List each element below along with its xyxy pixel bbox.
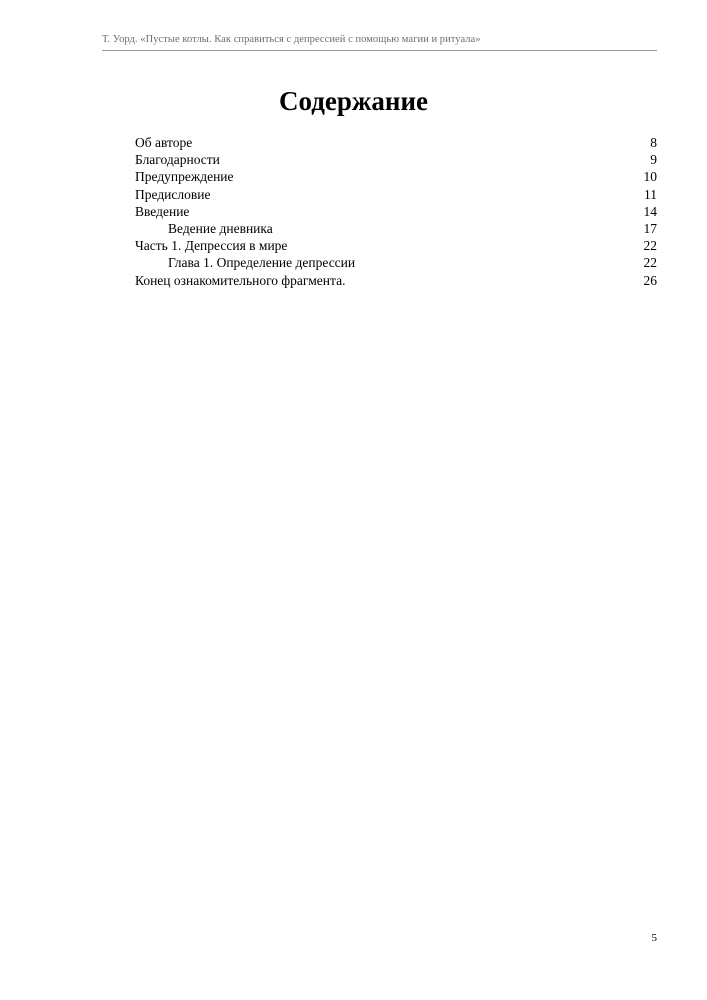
toc-entry-label[interactable]: Конец ознакомительного фрагмента. xyxy=(135,272,346,288)
toc-entry-label[interactable]: Об авторе xyxy=(135,135,193,150)
page-title: Содержание xyxy=(278,86,429,116)
toc-entry-predislovie[interactable] xyxy=(135,186,657,203)
toc-entry-ob-avtore[interactable] xyxy=(135,134,657,151)
toc-entry-page-number: 22 xyxy=(643,255,657,271)
toc-entry-glava-1[interactable] xyxy=(135,254,657,271)
toc-entry-page-number: 11 xyxy=(644,186,657,202)
toc-entry-page-number: 9 xyxy=(650,152,657,168)
toc-entry-preduprezhdenie[interactable] xyxy=(135,168,657,185)
toc-entry-vedenie-dnevnika[interactable] xyxy=(135,220,657,237)
toc-entry-label[interactable]: Введение xyxy=(135,203,190,219)
toc-entry-blagodarnosti[interactable] xyxy=(135,151,657,168)
header-divider xyxy=(102,50,657,51)
page-number: 5 xyxy=(651,932,657,944)
running-header: Т. Уорд. «Пустые котлы. Как справиться с депрессией с помощью магии и ритуала» xyxy=(102,34,481,45)
toc-entry-chast-1[interactable] xyxy=(135,237,657,254)
table-of-contents xyxy=(135,134,657,289)
toc-entry-label[interactable]: Часть 1. Депрессия в мире xyxy=(135,238,288,254)
toc-entry-label[interactable]: Глава 1. Определение депрессии xyxy=(168,255,356,271)
toc-entry-label[interactable]: Ведение дневника xyxy=(168,220,273,236)
toc-entry-page-number: 14 xyxy=(643,203,657,219)
toc-entry-label[interactable]: Предисловие xyxy=(135,186,211,202)
toc-entry-page-number: 8 xyxy=(650,135,657,150)
toc-entry-label[interactable]: Благодарности xyxy=(135,152,220,168)
toc-entry-konec-fragmenta[interactable] xyxy=(135,272,657,289)
toc-entry-page-number: 22 xyxy=(643,238,657,254)
toc-entry-page-number: 17 xyxy=(643,220,657,236)
toc-entry-label[interactable]: Предупреждение xyxy=(135,169,234,185)
toc-entry-page-number: 26 xyxy=(643,272,657,288)
toc-entry-page-number: 10 xyxy=(643,169,657,185)
toc-entry-vvedenie[interactable] xyxy=(135,203,657,220)
